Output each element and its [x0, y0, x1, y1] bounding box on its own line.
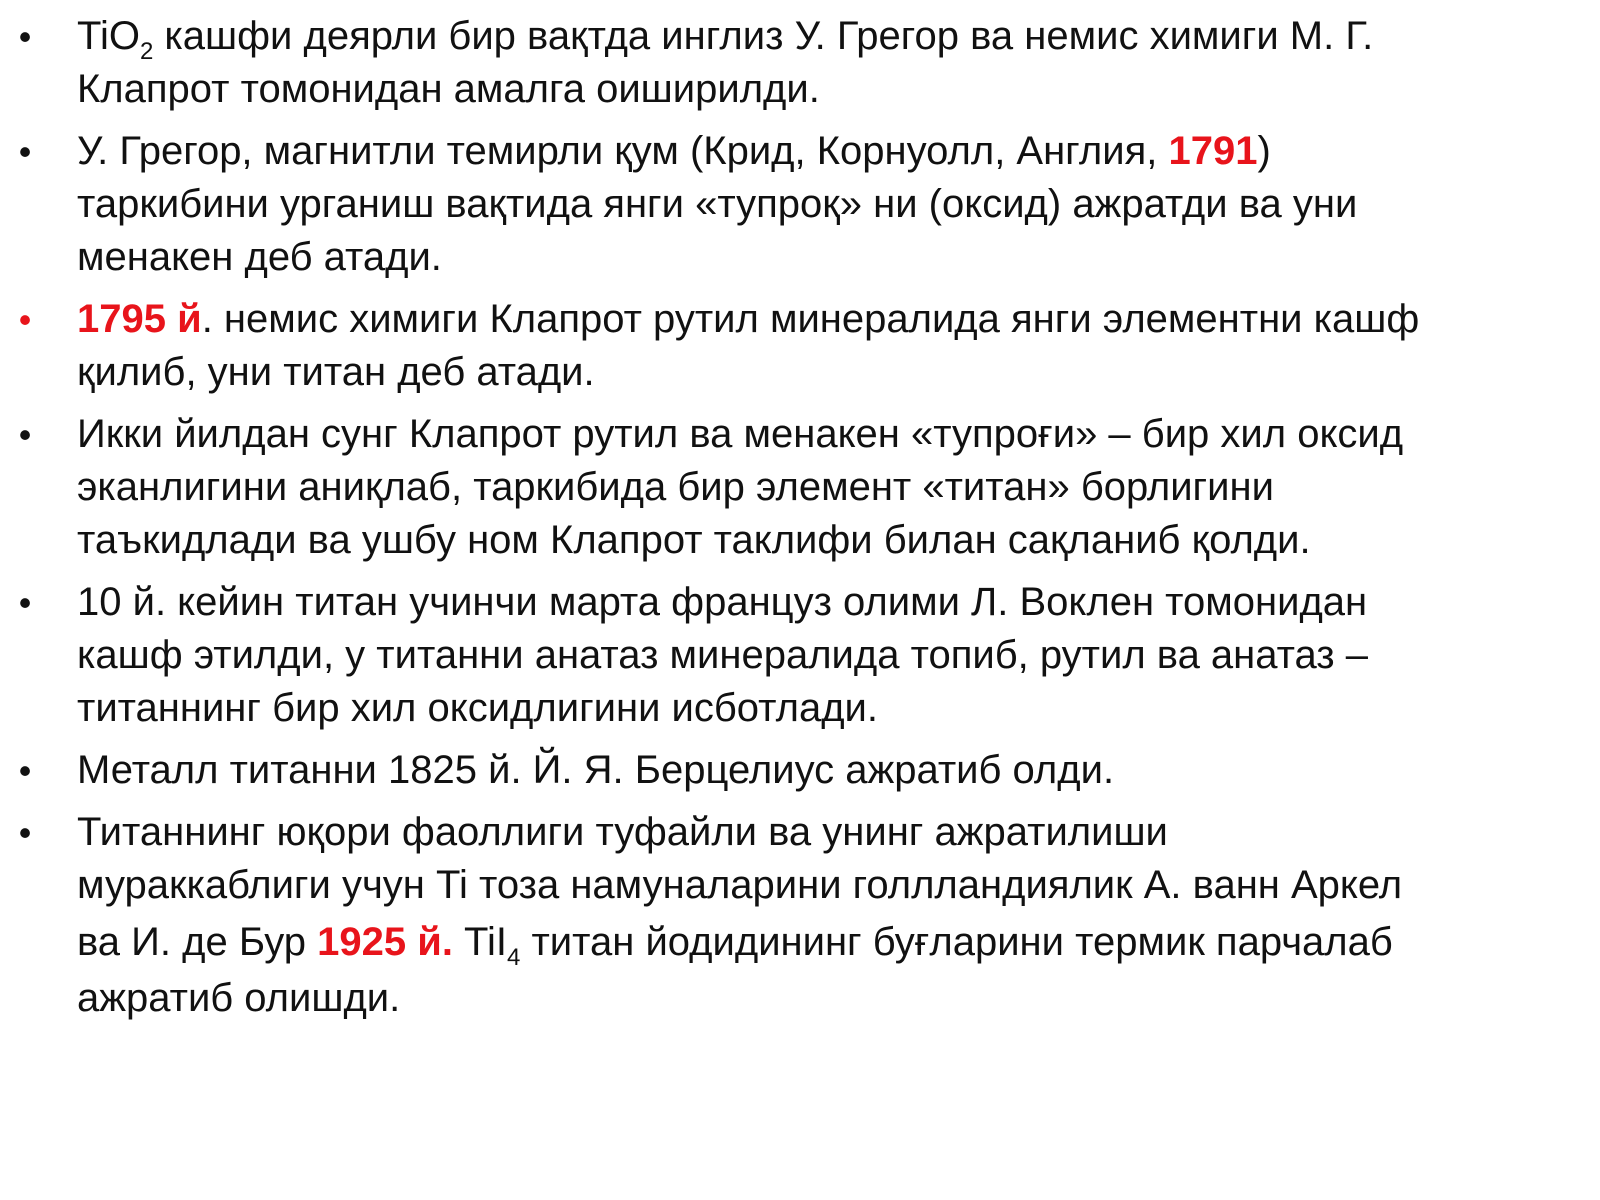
- text-span: ва И. де Бур: [77, 920, 318, 964]
- text-line: Металл титанни 1825 й. Й. Я. Берцелиус ажратиб олди.: [77, 748, 1115, 792]
- text-line: Клапрот томонидан амалга оиширилди.: [77, 67, 820, 111]
- text-span: У. Грегор, магнитли темирли қум (Крид, Корнуолл, Англия,: [77, 129, 1169, 173]
- bullet-item: [0, 408, 1600, 567]
- bullet-item: [0, 806, 1600, 1025]
- text-span: ): [1257, 129, 1271, 173]
- text-line: ажратиб олишди.: [77, 976, 401, 1020]
- subscript: 4: [507, 944, 521, 971]
- text-line: [77, 10, 1570, 63]
- bullet-marker: •: [18, 16, 32, 57]
- text-line: [77, 125, 1570, 178]
- highlight-year: 1925 й.: [317, 920, 453, 964]
- text-span: TiI: [452, 920, 507, 964]
- text-line: [77, 293, 1570, 346]
- text-span: кашфи деярли бир вақтда инглиз У. Грегор ва немис химиги М. Г.: [153, 14, 1374, 58]
- text-line: қилиб, уни титан деб атади.: [77, 350, 595, 394]
- text-line: [77, 912, 1570, 972]
- text-line: титаннинг бир хил оксидлигини исботлади.: [77, 686, 878, 730]
- bullet-marker: •: [18, 812, 32, 853]
- bullet-item: [0, 576, 1600, 735]
- text-span: TiO: [77, 14, 140, 58]
- bullet-item: [0, 125, 1600, 284]
- bullet-item: [0, 10, 1600, 116]
- text-line: таркибини урганиш вақтида янги «тупроқ» ни (оксид) ажратди ва уни: [77, 182, 1358, 226]
- text-line: Титаннинг юқори фаоллиги туфайли ва унинг ажратилиши: [77, 810, 1168, 854]
- bullet-item: [0, 744, 1600, 797]
- bullet-marker: •: [18, 131, 32, 172]
- text-line: мураккаблиги учун Ti тоза намуналарини голлландиялик А. ванн Аркел: [77, 863, 1403, 907]
- text-line: менакен деб атади.: [77, 235, 442, 279]
- text-span: . немис химиги Клапрот рутил минералида янги элементни кашф: [201, 297, 1420, 341]
- bullet-marker: •: [18, 582, 32, 623]
- text-line: таъкидлади ва ушбу ном Клапрот таклифи билан сақланиб қолди.: [77, 518, 1311, 562]
- text-line: 10 й. кейин титан учинчи марта француз олими Л. Воклен томонидан: [77, 580, 1368, 624]
- text-line: кашф этилди, у титанни анатаз минералида топиб, рутил ва анатаз –: [77, 633, 1368, 677]
- subscript: 2: [139, 38, 154, 65]
- text-line: эканлигини аниқлаб, таркибида бир элемент «титан» борлигини: [77, 465, 1274, 509]
- bullet-marker: •: [18, 750, 32, 791]
- bullet-list: [0, 10, 1600, 1025]
- bullet-marker: •: [18, 414, 32, 455]
- bullet-marker: •: [18, 299, 32, 340]
- text-line: Икки йилдан сунг Клапрот рутил ва менакен «тупроғи» – бир хил оксид: [77, 412, 1404, 456]
- highlight-year: 1795 й: [77, 297, 202, 341]
- bullet-item: [0, 293, 1600, 399]
- highlight-year: 1791: [1168, 129, 1258, 173]
- text-span: титан йодидининг буғларини термик парчалаб: [520, 920, 1393, 964]
